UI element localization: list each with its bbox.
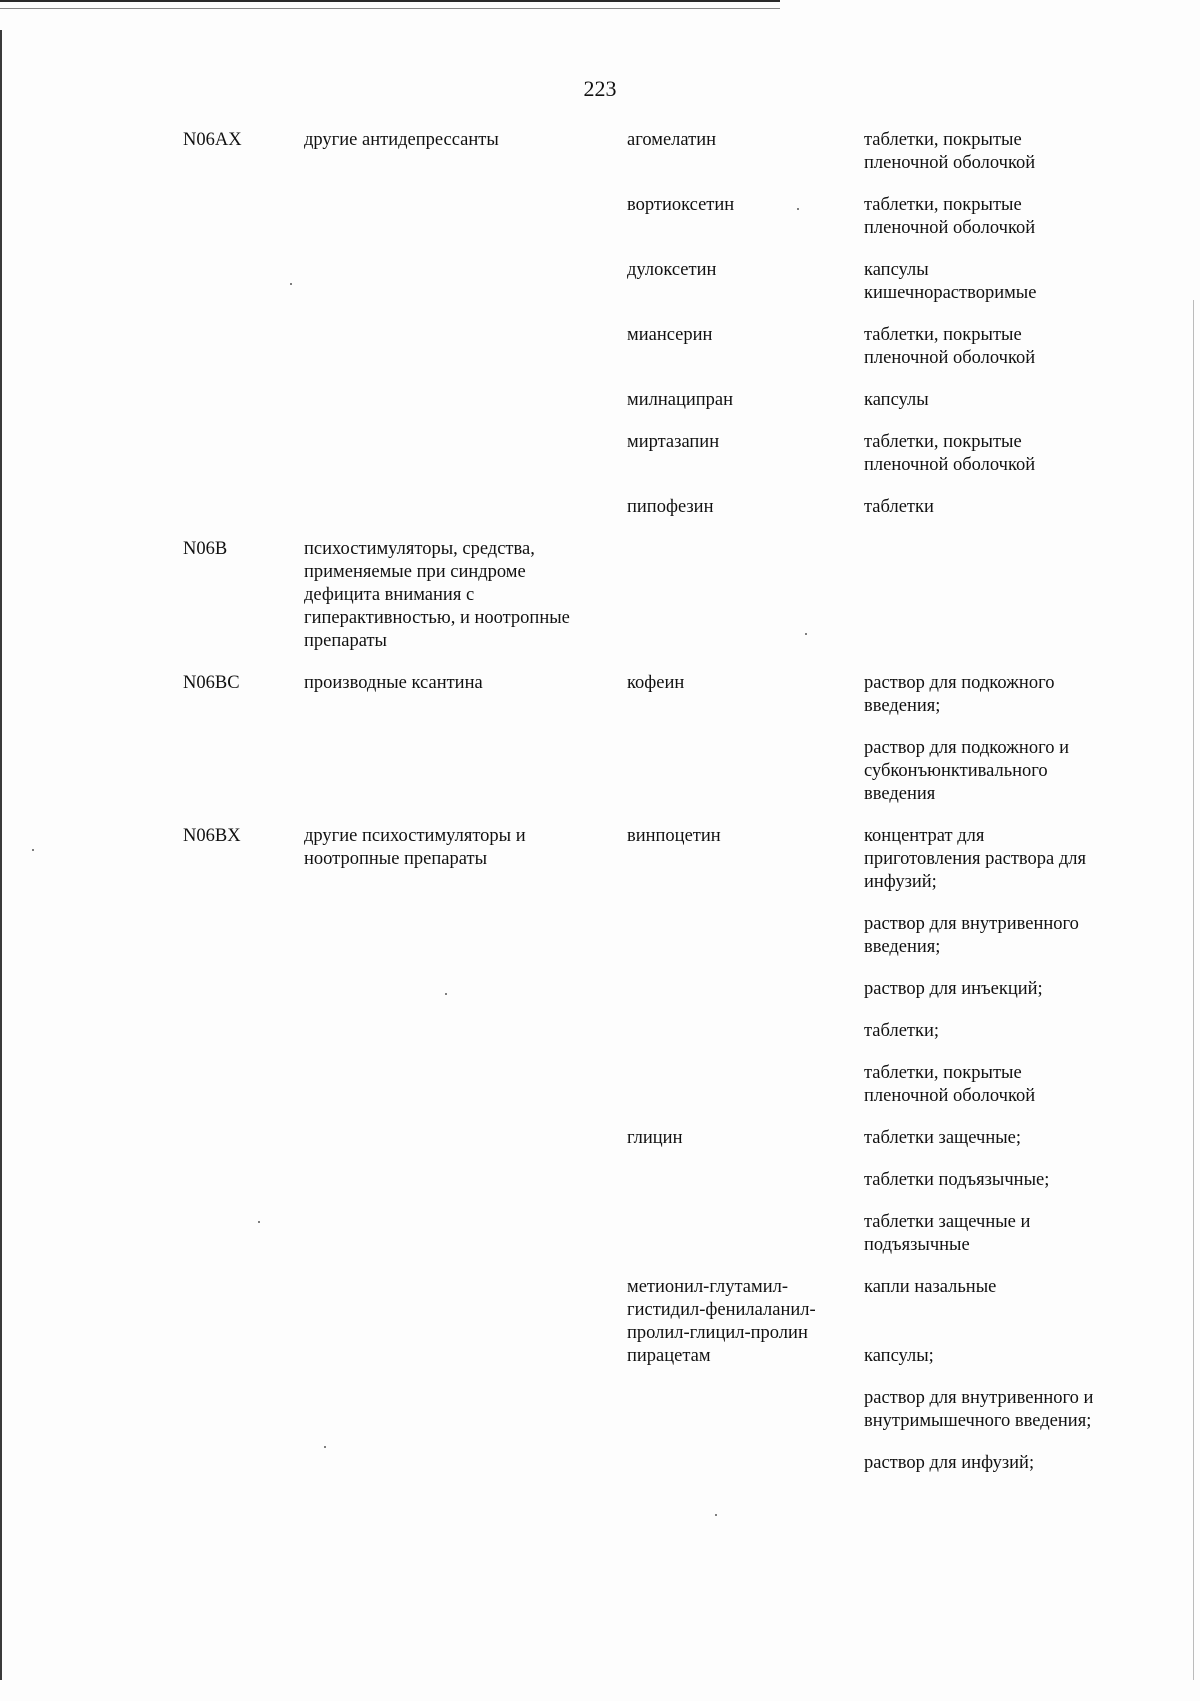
dosage-forms	[864, 1345, 1124, 1494]
scan-edge-left	[0, 30, 2, 1680]
table-row	[183, 324, 1133, 389]
dosage-forms	[864, 672, 1124, 825]
atc-code: N06AX	[183, 130, 242, 150]
dosage-form: таблетки, покрытые пленочной оболочкой	[864, 1063, 1036, 1106]
table-row	[183, 1345, 1133, 1494]
table-row	[183, 672, 1133, 825]
dosage-forms	[864, 496, 1124, 538]
drug-name: метионил-глутамил- гистидил-фенилаланил- пролил-глицил-пролин	[627, 1277, 816, 1343]
atc-group-name: другие психостимуляторы и ноотропные препараты	[304, 826, 526, 869]
dosage-forms	[864, 431, 1124, 496]
table-row	[183, 1276, 1133, 1345]
drug-name: миансерин	[627, 325, 713, 345]
table-row	[183, 259, 1133, 324]
dosage-form: капсулы;	[864, 1346, 934, 1366]
dosage-form: раствор для внутривенного введения;	[864, 914, 1079, 957]
dosage-form: раствор для внутривенного и внутримышечного введения;	[864, 1388, 1094, 1431]
dosage-form: таблетки;	[864, 1021, 940, 1041]
dosage-form: раствор для подкожного и субконъюнктивального введения	[864, 738, 1069, 804]
scan-speck	[32, 849, 34, 851]
scan-edge-top-inner	[0, 8, 780, 9]
dosage-form: раствор для инъекций;	[864, 979, 1043, 999]
dosage-forms	[864, 129, 1124, 194]
dosage-forms	[864, 324, 1124, 389]
atc-code: N06BC	[183, 673, 240, 693]
dosage-form: концентрат для приготовления раствора для инфузий;	[864, 826, 1086, 892]
drug-name: миртазапин	[627, 432, 720, 452]
atc-group-name: психостимуляторы, средства, применяемые при синдроме дефицита внимания с гиперактивностью, и ноотропные препараты	[304, 539, 570, 651]
dosage-form: таблетки, покрытые пленочной оболочкой	[864, 325, 1036, 368]
drug-name: кофеин	[627, 673, 685, 693]
dosage-form: капсулы кишечнорастворимые	[864, 260, 1037, 303]
dosage-form: таблетки	[864, 497, 934, 517]
atc-group-name: другие антидепрессанты	[304, 130, 499, 150]
table-row	[183, 1127, 1133, 1276]
table-row	[183, 129, 1133, 194]
table-row	[183, 431, 1133, 496]
dosage-form: раствор для подкожного введения;	[864, 673, 1055, 716]
table-row	[183, 825, 1133, 1127]
scan-speck	[715, 1514, 717, 1516]
dosage-form: таблетки подъязычные;	[864, 1170, 1050, 1190]
atc-code: N06B	[183, 539, 228, 559]
dosage-form: таблетки, покрытые пленочной оболочкой	[864, 130, 1036, 173]
dosage-forms	[864, 194, 1124, 259]
table-row	[183, 538, 1133, 653]
page-number-text: 223	[583, 76, 617, 101]
drug-name: глицин	[627, 1128, 683, 1148]
page-number	[0, 76, 1200, 102]
dosage-form: таблетки, покрытые пленочной оболочкой	[864, 432, 1036, 475]
drug-name: пирацетам	[627, 1346, 711, 1366]
table-row	[183, 496, 1133, 538]
dosage-forms	[864, 825, 1124, 1127]
dosage-form: капли назальные	[864, 1277, 997, 1297]
drug-name: пипофезин	[627, 497, 714, 517]
dosage-forms	[864, 1127, 1124, 1276]
dosage-forms	[864, 389, 1124, 431]
dosage-form: таблетки, покрытые пленочной оболочкой	[864, 195, 1036, 238]
drug-name: агомелатин	[627, 130, 717, 150]
dosage-forms	[864, 259, 1124, 324]
scan-edge-top	[0, 0, 780, 2]
drug-name: винпоцетин	[627, 826, 721, 846]
drug-name: вортиоксетин	[627, 195, 735, 215]
scan-edge-right	[1193, 300, 1194, 1680]
table-row	[183, 389, 1133, 431]
atc-code: N06BX	[183, 826, 241, 846]
dosage-form: таблетки защечные и подъязычные	[864, 1212, 1031, 1255]
drug-name: милнаципран	[627, 390, 734, 410]
atc-group-name: производные ксантина	[304, 673, 483, 693]
dosage-form: таблетки защечные;	[864, 1128, 1022, 1148]
dosage-form: раствор для инфузий;	[864, 1453, 1035, 1473]
drug-name: дулоксетин	[627, 260, 717, 280]
dosage-form: капсулы	[864, 390, 929, 410]
dosage-forms	[864, 1276, 1124, 1318]
table-row	[183, 194, 1133, 259]
drug-table	[183, 129, 1133, 1494]
